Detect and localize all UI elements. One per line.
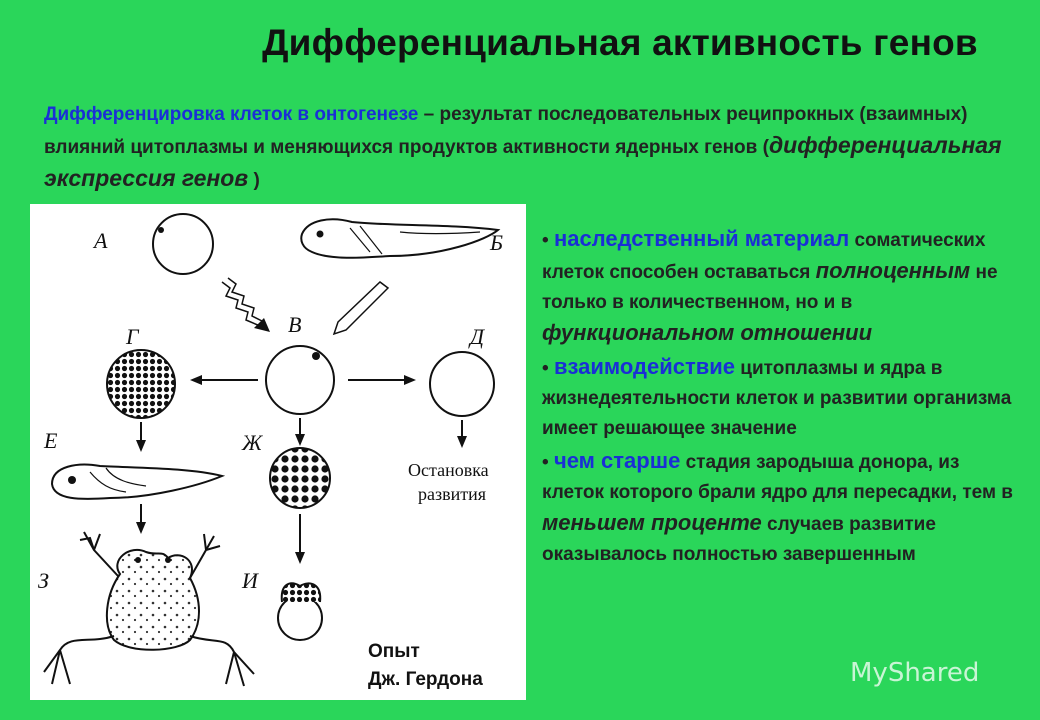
label-d: Д [470, 324, 484, 349]
intro-text: результат последовательных реципрокных (взаимных) влияний цитоплазмы и меняющихся продуктов активности ядерных генов ( [44, 104, 968, 158]
intro-term: Дифференцировка клеток в онтогенезе [44, 104, 419, 125]
bullet-dot: • [542, 358, 549, 379]
diagram-caption [368, 638, 483, 694]
bullet-emphasis: меньшем проценте [542, 510, 762, 535]
bullet-text: не только в количественном, но и в [542, 262, 998, 313]
diagram-svg [30, 204, 526, 700]
egg-v [266, 346, 334, 414]
bullet-item-2 [542, 352, 1022, 444]
caption-line1: Опыт [368, 641, 420, 662]
label-i: И [242, 568, 258, 593]
bullet-emphasis: функциональном отношении [542, 320, 873, 345]
label-v: В [288, 312, 302, 337]
bullet-list [542, 224, 1022, 572]
intro-paragraph [44, 100, 1004, 196]
bullet-head: наследственный материал [553, 226, 850, 251]
egg-a [153, 214, 213, 274]
label-b: Б [490, 230, 503, 255]
egg-d [430, 352, 494, 416]
label-e: Е [44, 428, 58, 453]
bullet-emphasis: полноценным [815, 258, 971, 283]
intro-close: ) [248, 170, 260, 191]
caption-line2: Дж. Гердона [368, 669, 483, 690]
bullet-item-3 [542, 446, 1022, 570]
blastula-g [107, 350, 175, 418]
frog-z [44, 532, 254, 686]
bullet-text: соматических клеток способен оставаться [542, 230, 986, 283]
bullet-head: чем старше [553, 448, 681, 473]
bullet-item-1 [542, 224, 1022, 350]
tadpole-e [52, 465, 222, 499]
stop-label-line1: Остановка [408, 460, 489, 480]
page-title: Дифференциальная активность генов [262, 22, 978, 63]
pipette-b-to-v [334, 282, 388, 334]
bullet-text: цитоплазмы и ядра в жизнедеятельности клеток и развитии организма имеет решающее значение [542, 358, 1012, 439]
label-zh: Ж [242, 430, 263, 455]
blastula-zh [270, 448, 330, 508]
stop-label-line2: развития [418, 484, 487, 504]
bullet-text: случаев развитие оказывалось полностью завершенным [542, 514, 936, 565]
watermark-logo: MyShared [850, 658, 980, 688]
tadpole-b [301, 219, 498, 257]
embryo-i [278, 583, 322, 640]
label-g: Г [126, 324, 139, 349]
label-a: А [94, 228, 108, 253]
gurdon-diagram [30, 204, 526, 700]
intro-emphasis: дифференциальная экспрессия генов [44, 132, 1002, 191]
bullet-dot: • [542, 230, 549, 251]
bullet-dot: • [542, 452, 549, 473]
arrow-a-to-v [222, 278, 270, 332]
bullet-head: взаимодействие [553, 354, 736, 379]
intro-dash: – [418, 104, 440, 125]
bullet-text: стадия зародыша донора, из клеток которого брали ядро для пересадки, тем в [542, 452, 1013, 503]
label-z: З [38, 568, 49, 593]
